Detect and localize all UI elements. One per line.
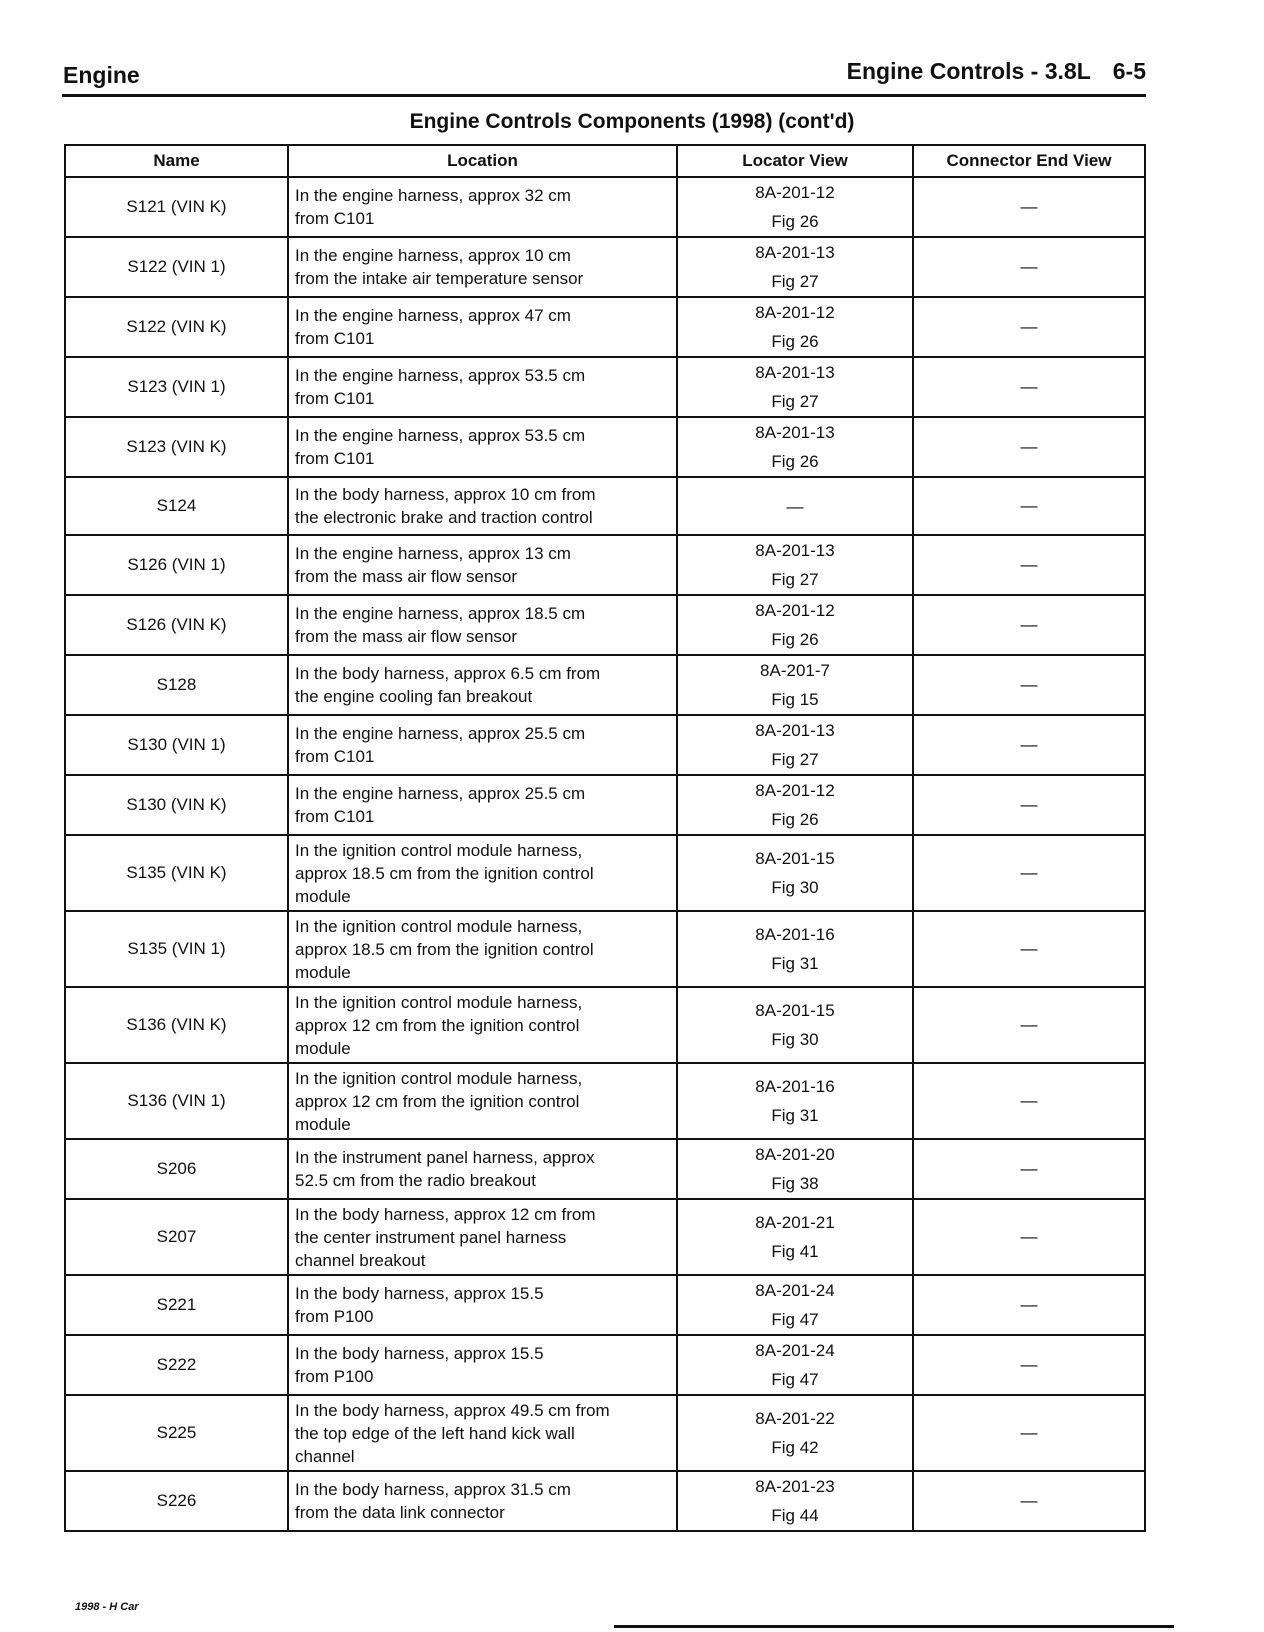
locator-ref: 8A-201-12	[755, 601, 835, 620]
locator-fig: Fig 27	[771, 272, 819, 291]
connector-end-view: —	[913, 595, 1145, 655]
component-name: S126 (VIN K)	[65, 595, 288, 655]
column-header-name: Name	[65, 145, 288, 177]
page-number: 6-5	[1112, 58, 1146, 84]
locator-ref: 8A-201-13	[755, 423, 835, 442]
component-name: S126 (VIN 1)	[65, 535, 288, 595]
component-location	[288, 1275, 677, 1335]
table-title: Engine Controls Components (1998) (cont'd)	[409, 110, 855, 133]
component-location	[288, 177, 677, 237]
locator-fig: Fig 26	[771, 212, 819, 231]
locator-view	[677, 835, 913, 911]
locator-ref: 8A-201-22	[755, 1409, 835, 1428]
connector-end-view: —	[913, 1139, 1145, 1199]
connector-end-view: —	[913, 1335, 1145, 1395]
component-name: S122 (VIN K)	[65, 297, 288, 357]
locator-fig: Fig 47	[771, 1310, 819, 1329]
location-line: In the engine harness, approx 13 cm	[295, 544, 571, 563]
location-line: from the intake air temperature sensor	[295, 269, 584, 288]
locator-view	[677, 357, 913, 417]
location-line: from C101	[295, 747, 375, 766]
table-row	[65, 1199, 1145, 1275]
connector-end-view: —	[913, 775, 1145, 835]
connector-end-view: —	[913, 911, 1145, 987]
location-line: approx 18.5 cm from the ignition control	[295, 939, 594, 959]
connector-end-view: —	[913, 357, 1145, 417]
component-location	[288, 237, 677, 297]
locator-fig: Fig 26	[771, 332, 819, 351]
component-name: S136 (VIN 1)	[65, 1063, 288, 1139]
locator-fig: Fig 30	[771, 1030, 819, 1049]
component-location	[288, 1199, 677, 1275]
locator-view	[677, 911, 913, 987]
component-name: S123 (VIN K)	[65, 417, 288, 477]
component-location	[288, 1063, 677, 1139]
location-line: from C101	[295, 389, 375, 408]
locator-view	[677, 1199, 913, 1275]
locator-fig: Fig 26	[771, 630, 819, 649]
table-row	[65, 1063, 1145, 1139]
component-location	[288, 297, 677, 357]
location-line: In the ignition control module harness,	[295, 1068, 583, 1088]
locator-ref: 8A-201-13	[755, 243, 835, 262]
locator-view	[677, 535, 913, 595]
component-name: S221	[65, 1275, 288, 1335]
table-header-row	[65, 145, 1145, 177]
location-line: In the engine harness, approx 53.5 cm	[295, 366, 586, 385]
locator-fig: Fig 27	[771, 392, 819, 411]
locator-ref: 8A-201-7	[760, 661, 830, 680]
connector-end-view: —	[913, 417, 1145, 477]
table-row	[65, 911, 1145, 987]
location-line: In the body harness, approx 15.5	[295, 1284, 544, 1303]
column-header-connector-end-view: Connector End View	[913, 145, 1145, 177]
locator-ref: 8A-201-16	[755, 925, 835, 944]
table-row	[65, 655, 1145, 715]
table-row	[65, 1335, 1145, 1395]
connector-end-view: —	[913, 297, 1145, 357]
locator-fig: Fig 27	[771, 570, 819, 589]
locator-ref: 8A-201-21	[755, 1213, 835, 1232]
table-row	[65, 715, 1145, 775]
component-location	[288, 357, 677, 417]
table-row	[65, 477, 1145, 535]
component-name: S135 (VIN K)	[65, 835, 288, 911]
location-line: module	[295, 962, 351, 982]
location-line: from C101	[295, 329, 375, 348]
table-row	[65, 177, 1145, 237]
connector-end-view: —	[913, 835, 1145, 911]
component-location	[288, 715, 677, 775]
locator-fig: Fig 26	[771, 452, 819, 471]
location-line: from P100	[295, 1307, 374, 1326]
component-name: S130 (VIN K)	[65, 775, 288, 835]
component-location	[288, 1335, 677, 1395]
location-line: module	[295, 1038, 351, 1058]
locator-view	[677, 417, 913, 477]
location-line: In the body harness, approx 6.5 cm from	[295, 664, 601, 683]
table-row	[65, 1471, 1145, 1531]
location-line: In the body harness, approx 49.5 cm from	[295, 1400, 610, 1420]
component-name: S124	[65, 477, 288, 535]
component-location	[288, 1139, 677, 1199]
locator-fig: Fig 30	[771, 878, 819, 897]
component-location	[288, 655, 677, 715]
chapter-title: Engine Controls - 3.8L	[846, 58, 1091, 84]
locator-view	[677, 1063, 913, 1139]
locator-ref: 8A-201-24	[755, 1281, 835, 1300]
locator-ref: 8A-201-13	[755, 721, 835, 740]
location-line: from C101	[295, 807, 375, 826]
page-header	[847, 58, 1146, 85]
component-location	[288, 417, 677, 477]
location-line: the center instrument panel harness	[295, 1227, 567, 1247]
locator-view	[677, 297, 913, 357]
table-row	[65, 987, 1145, 1063]
column-header-location: Location	[288, 145, 677, 177]
connector-end-view: —	[913, 237, 1145, 297]
component-name: S207	[65, 1199, 288, 1275]
component-name: S136 (VIN K)	[65, 987, 288, 1063]
location-line: In the body harness, approx 12 cm from	[295, 1204, 596, 1224]
component-location	[288, 595, 677, 655]
location-line: In the body harness, approx 15.5	[295, 1344, 544, 1363]
location-line: In the instrument panel harness, approx	[295, 1148, 595, 1167]
location-line: In the engine harness, approx 18.5 cm	[295, 604, 586, 623]
locator-ref: 8A-201-12	[755, 303, 835, 322]
connector-end-view: —	[913, 177, 1145, 237]
component-name: S128	[65, 655, 288, 715]
table-row	[65, 357, 1145, 417]
location-line: from C101	[295, 449, 375, 468]
table-row	[65, 535, 1145, 595]
location-line: channel	[295, 1446, 355, 1466]
table-row	[65, 775, 1145, 835]
location-line: In the engine harness, approx 25.5 cm	[295, 724, 586, 743]
location-line: In the engine harness, approx 10 cm	[295, 246, 571, 265]
locator-ref: 8A-201-15	[755, 849, 835, 868]
location-line: approx 12 cm from the ignition control	[295, 1015, 580, 1035]
component-location	[288, 477, 677, 535]
header-rule	[62, 94, 1146, 97]
locator-ref: 8A-201-23	[755, 1477, 835, 1496]
component-location	[288, 1395, 677, 1471]
location-line: In the engine harness, approx 32 cm	[295, 186, 571, 205]
locator-view	[677, 1335, 913, 1395]
connector-end-view: —	[913, 535, 1145, 595]
locator-ref: 8A-201-20	[755, 1145, 835, 1164]
location-line: In the body harness, approx 10 cm from	[295, 485, 596, 504]
locator-ref: 8A-201-24	[755, 1341, 835, 1360]
table-row	[65, 595, 1145, 655]
connector-end-view: —	[913, 1063, 1145, 1139]
component-name: S225	[65, 1395, 288, 1471]
locator-ref: 8A-201-12	[755, 781, 835, 800]
component-name: S226	[65, 1471, 288, 1531]
locator-view	[677, 477, 913, 535]
locator-view	[677, 237, 913, 297]
table-row	[65, 417, 1145, 477]
component-name: S135 (VIN 1)	[65, 911, 288, 987]
connector-end-view: —	[913, 1199, 1145, 1275]
location-line: In the ignition control module harness,	[295, 916, 583, 936]
locator-view	[677, 1395, 913, 1471]
locator-view	[677, 1471, 913, 1531]
location-line: from P100	[295, 1367, 374, 1386]
location-line: from the mass air flow sensor	[295, 627, 518, 646]
locator-ref: 8A-201-13	[755, 363, 835, 382]
locator-fig: Fig 31	[771, 954, 819, 973]
connector-end-view: —	[913, 1471, 1145, 1531]
column-header-locator-view: Locator View	[677, 145, 913, 177]
location-line: In the body harness, approx 31.5 cm	[295, 1480, 571, 1499]
table-body	[65, 177, 1145, 1531]
component-location	[288, 911, 677, 987]
component-name: S222	[65, 1335, 288, 1395]
component-location	[288, 535, 677, 595]
component-location	[288, 775, 677, 835]
locator-ref: 8A-201-12	[755, 183, 835, 202]
locator-fig: Fig 47	[771, 1370, 819, 1389]
connector-end-view: —	[913, 1275, 1145, 1335]
locator-view	[677, 1275, 913, 1335]
location-line: In the engine harness, approx 25.5 cm	[295, 784, 586, 803]
locator-fig: Fig 26	[771, 810, 819, 829]
location-line: the engine cooling fan breakout	[295, 687, 533, 706]
footer-vehicle-label: 1998 - H Car	[75, 1601, 139, 1613]
connector-end-view: —	[913, 477, 1145, 535]
component-location	[288, 835, 677, 911]
locator-fig: Fig 44	[771, 1506, 819, 1525]
component-location	[288, 987, 677, 1063]
locator-fig: Fig 15	[771, 690, 819, 709]
connector-end-view: —	[913, 655, 1145, 715]
locator-fig: Fig 27	[771, 750, 819, 769]
locator-ref: 8A-201-16	[755, 1077, 835, 1096]
location-line: In the ignition control module harness,	[295, 840, 583, 860]
location-line: module	[295, 886, 351, 906]
locator-ref: 8A-201-15	[755, 1001, 835, 1020]
location-line: from C101	[295, 209, 375, 228]
location-line: channel breakout	[295, 1250, 426, 1270]
table-row	[65, 835, 1145, 911]
component-name: S122 (VIN 1)	[65, 237, 288, 297]
table-row	[65, 1275, 1145, 1335]
location-line: from the data link connector	[295, 1503, 505, 1522]
location-line: In the engine harness, approx 53.5 cm	[295, 426, 586, 445]
locator-fig: Fig 41	[771, 1242, 819, 1261]
location-line: approx 12 cm from the ignition control	[295, 1091, 580, 1111]
locator-fig: Fig 31	[771, 1106, 819, 1125]
location-line: module	[295, 1114, 351, 1134]
component-name: S121 (VIN K)	[65, 177, 288, 237]
locator-fig: Fig 38	[771, 1174, 819, 1193]
connector-end-view: —	[913, 987, 1145, 1063]
locator-view	[677, 775, 913, 835]
bottom-rule	[614, 1625, 1174, 1628]
table-row	[65, 1139, 1145, 1199]
component-name: S206	[65, 1139, 288, 1199]
location-line: approx 18.5 cm from the ignition control	[295, 863, 594, 883]
locator-view	[677, 1139, 913, 1199]
connector-end-view: —	[913, 1395, 1145, 1471]
component-location	[288, 1471, 677, 1531]
locator-view	[677, 655, 913, 715]
location-line: the electronic brake and traction control	[295, 508, 593, 527]
location-line: In the engine harness, approx 47 cm	[295, 306, 571, 325]
table-row	[65, 1395, 1145, 1471]
components-table	[64, 144, 1146, 1532]
section-title: Engine	[63, 62, 140, 88]
component-name: S130 (VIN 1)	[65, 715, 288, 775]
component-name: S123 (VIN 1)	[65, 357, 288, 417]
locator-view	[677, 177, 913, 237]
location-line: from the mass air flow sensor	[295, 567, 518, 586]
locator-view	[677, 595, 913, 655]
table-row	[65, 237, 1145, 297]
locator-fig: Fig 42	[771, 1438, 819, 1457]
location-line: In the ignition control module harness,	[295, 992, 583, 1012]
locator-ref: 8A-201-13	[755, 541, 835, 560]
locator-ref: —	[786, 496, 804, 516]
locator-view	[677, 987, 913, 1063]
location-line: the top edge of the left hand kick wall	[295, 1423, 575, 1443]
connector-end-view: —	[913, 715, 1145, 775]
table-row	[65, 297, 1145, 357]
locator-view	[677, 715, 913, 775]
location-line: 52.5 cm from the radio breakout	[295, 1171, 536, 1190]
